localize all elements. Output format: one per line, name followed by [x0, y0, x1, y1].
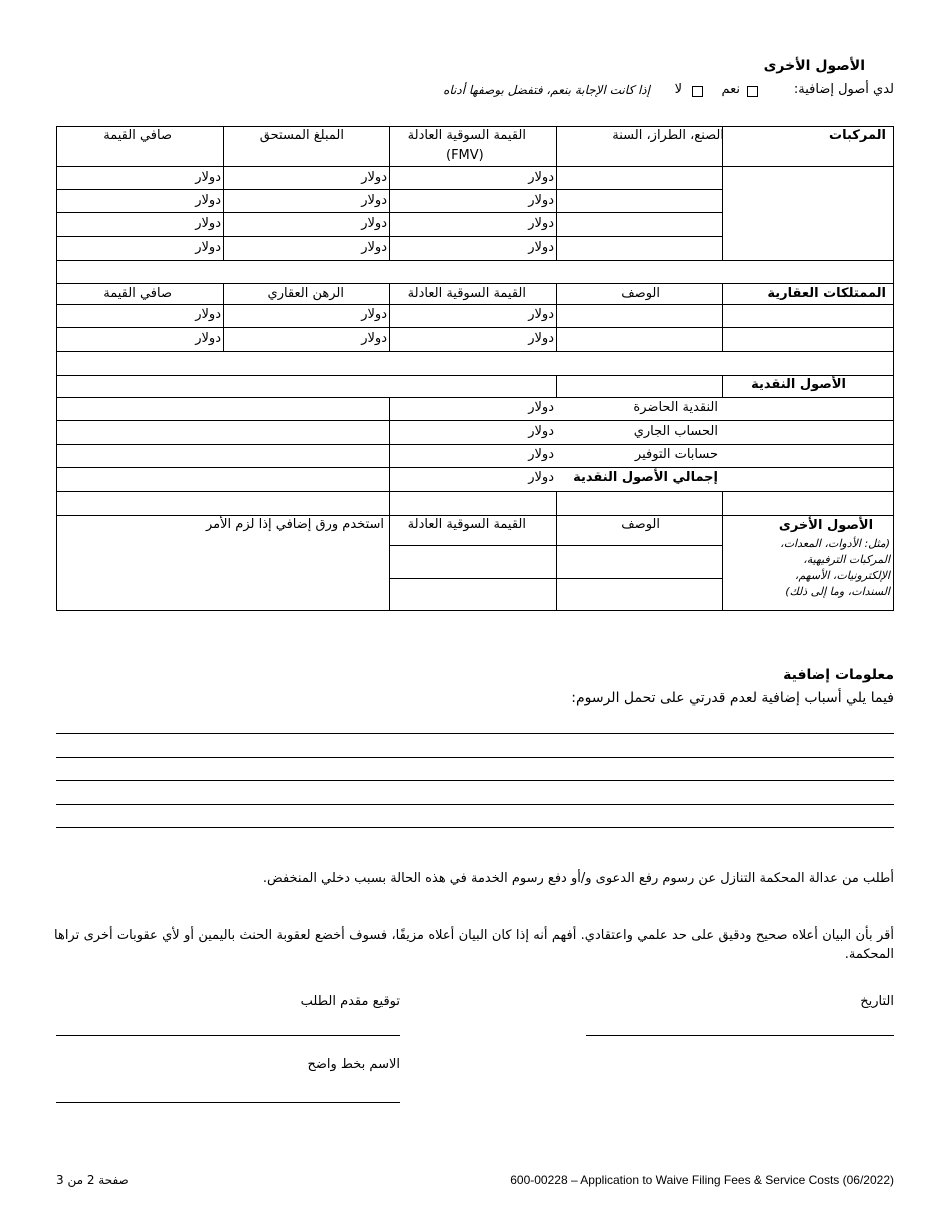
extra-paper-note: استخدم ورق إضافي إذا لزم الأمر — [205, 517, 384, 532]
reasons-line[interactable] — [56, 757, 894, 758]
yes-label: نعم — [721, 82, 740, 97]
reasons-line[interactable] — [56, 780, 894, 781]
currency-label: دولار — [361, 331, 387, 346]
currency-label: دولار — [361, 193, 387, 208]
cash-item: حسابات التوفير — [634, 447, 718, 462]
currency-label: دولار — [195, 331, 221, 346]
vehicles-col-make: الصنع، الطراز، السنة — [612, 128, 724, 143]
additional-info-prompt: فيما يلي أسباب إضافية لعدم قدرتي على تحمل الرسوم: — [571, 690, 894, 706]
real-estate-label: الممتلكات العقارية — [767, 286, 886, 301]
vehicles-label: المركبات — [829, 128, 886, 143]
reasons-line[interactable] — [56, 733, 894, 734]
other-assets-col-desc: الوصف — [621, 517, 660, 532]
currency-label: دولار — [528, 240, 554, 255]
vehicles-col-owed: المبلغ المستحق — [259, 128, 344, 143]
footer-page-number: صفحة 2 من 3 — [56, 1173, 129, 1187]
currency-label: دولار — [361, 170, 387, 185]
currency-label: دولار — [528, 216, 554, 231]
vehicles-col-fmv: القيمة السوقية العادلة — [407, 128, 526, 143]
real-estate-col-mortgage: الرهن العقاري — [267, 286, 344, 301]
section-title: الأصول الأخرى — [763, 58, 865, 74]
signature-line[interactable] — [56, 1035, 400, 1036]
footer-form-id: 600-00228 – Application to Waive Filing Fees & Service Costs (06/2022) — [510, 1173, 894, 1187]
cash-item: الحساب الجاري — [633, 424, 718, 439]
other-assets-col-fmv: القيمة السوقية العادلة — [407, 517, 526, 532]
date-line[interactable] — [586, 1035, 894, 1036]
currency-label: دولار — [528, 424, 554, 439]
no-label: لا — [674, 82, 682, 97]
real-estate-col-fmv: القيمة السوقية العادلة — [407, 286, 526, 301]
cash-assets-label: الأصول النقدية — [751, 377, 846, 392]
request-statement: أطلب من عدالة المحكمة التنازل عن رسوم رفع الدعوى و/أو دفع رسوم الخدمة في هذه الحالة بسبب دخلي المنخفض. — [262, 871, 894, 886]
printed-name-label: الاسم بخط واضح — [307, 1057, 400, 1072]
currency-label: دولار — [195, 170, 221, 185]
date-label: التاريخ — [860, 994, 894, 1009]
currency-label: دولار — [528, 307, 554, 322]
instruction-text: إذا كانت الإجابة بنعم، فتفضل بوصفها أدناه — [443, 83, 650, 97]
vehicles-col-net: صافي القيمة — [103, 128, 172, 143]
printed-name-line[interactable] — [56, 1102, 400, 1103]
real-estate-col-net: صافي القيمة — [103, 286, 172, 301]
currency-label: دولار — [195, 307, 221, 322]
other-assets-label: الأصول الأخرى — [778, 518, 874, 533]
currency-label: دولار — [361, 240, 387, 255]
currency-label: دولار — [528, 447, 554, 462]
reasons-line[interactable] — [56, 827, 894, 828]
reasons-line[interactable] — [56, 804, 894, 805]
currency-label: دولار — [195, 193, 221, 208]
vehicles-col-fmv-abbr: (FMV) — [446, 148, 484, 163]
currency-label: دولار — [528, 470, 554, 485]
cash-item: النقدية الحاضرة — [633, 400, 718, 415]
currency-label: دولار — [528, 400, 554, 415]
currency-label: دولار — [528, 193, 554, 208]
currency-label: دولار — [361, 307, 387, 322]
currency-label: دولار — [528, 170, 554, 185]
cash-total-label: إجمالي الأصول النقدية — [573, 470, 718, 485]
additional-assets-question: لدي أصول إضافية: — [793, 82, 894, 97]
currency-label: دولار — [195, 216, 221, 231]
declaration-text: أقر بأن البيان أعلاه صحيح ودقيق على حد علمي واعتقادي. أفهم أنه إذا كان البيان أعلاه مزيفًا، فسوف أخضع لعقوبة الحنث باليمين أو لأي عقوبات أخرى تراها المحكمة. — [54, 928, 894, 962]
additional-info-title: معلومات إضافية — [783, 667, 894, 683]
currency-label: دولار — [528, 331, 554, 346]
signature-label: توقيع مقدم الطلب — [300, 994, 400, 1009]
currency-label: دولار — [195, 240, 221, 255]
real-estate-col-desc: الوصف — [621, 286, 660, 301]
other-assets-examples: (مثل: الأدوات، المعدات، المركبات الترفيهية، الإلكترونيات، الأسهم، السندات، وما إلى ذلك) — [780, 537, 890, 598]
currency-label: دولار — [361, 216, 387, 231]
